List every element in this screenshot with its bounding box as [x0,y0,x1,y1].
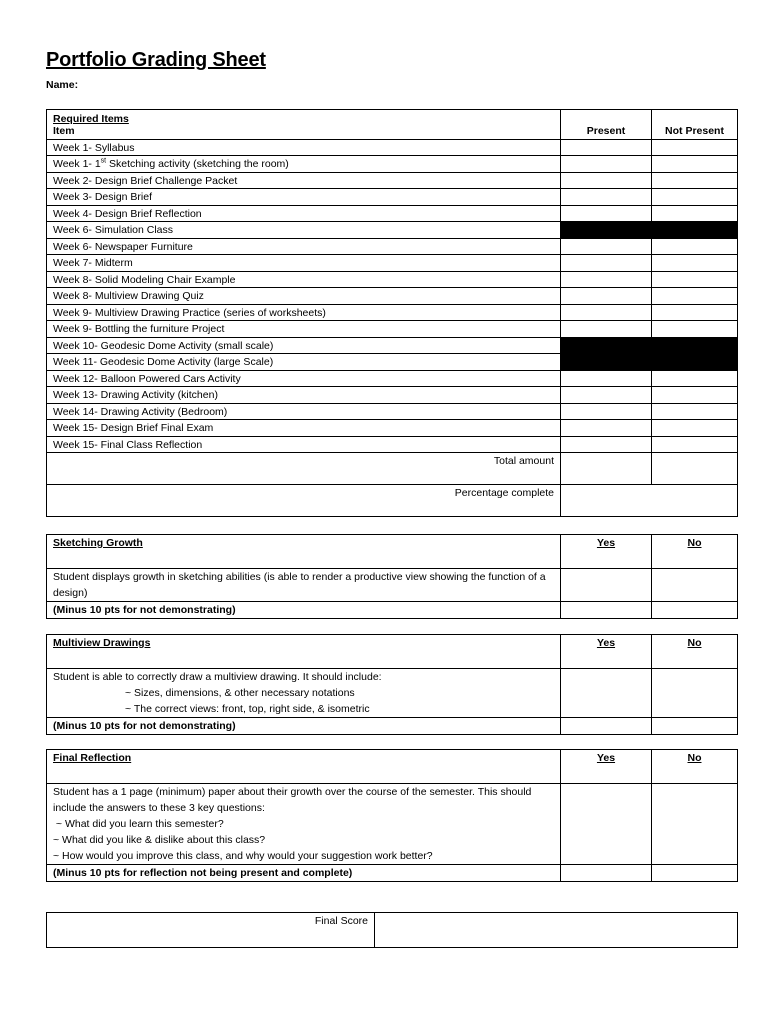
not-present-column-header: Not Present [652,110,738,140]
total-not-present-cell[interactable] [652,453,738,485]
table-row [47,156,738,173]
sketching-growth-heading: Sketching Growth [47,535,561,569]
not-present-cell[interactable] [652,140,738,156]
item-column-header: Item [53,125,75,137]
multiview-line-3: ~ The correct views: front, top, right side, & isometric [125,703,370,715]
present-cell[interactable] [561,404,652,420]
table-row [47,206,738,222]
table-row [47,189,738,206]
multiview-header-row [47,635,738,669]
item-label: Week 15- Final Class Reflection [47,437,561,453]
not-present-cell[interactable] [652,239,738,255]
item-label: Week 3- Design Brief [47,189,561,206]
item-label: Week 9- Multiview Drawing Practice (series of worksheets) [47,305,561,321]
not-present-cell[interactable] [652,321,738,338]
item-label [47,156,561,173]
not-present-cell[interactable] [652,173,738,189]
reflection-line-4: ~ How would you improve this class, and why would your suggestion work better? [53,850,433,862]
item-label: Week 7- Midterm [47,255,561,272]
present-cell[interactable] [561,239,652,255]
present-cell[interactable] [561,156,652,173]
table-row [47,354,738,371]
yes-cell[interactable] [561,602,652,619]
table-row [47,255,738,272]
table-row [47,222,738,239]
final-reflection-table [46,749,738,882]
item-label: Week 14- Drawing Activity (Bedroom) [47,404,561,420]
multiview-criteria-row [47,669,738,718]
yes-cell[interactable] [561,718,652,735]
item-label: Week 1- Syllabus [47,140,561,156]
table-row [47,272,738,288]
present-cell[interactable] [561,305,652,321]
table-row [47,239,738,255]
not-present-cell[interactable] [652,420,738,437]
shaded-cell [561,222,652,239]
item-label-suffix: Sketching activity (sketching the room) [106,158,289,170]
yes-column-header: Yes [561,750,652,784]
yes-cell[interactable] [561,865,652,882]
present-cell[interactable] [561,272,652,288]
percentage-complete-label: Percentage complete [47,485,561,517]
not-present-cell[interactable] [652,437,738,453]
multiview-description [47,669,561,718]
page-title: Portfolio Grading Sheet [46,49,266,71]
not-present-cell[interactable] [652,156,738,173]
required-items-table [46,109,738,517]
no-column-header: No [652,535,738,569]
item-label: Week 11- Geodesic Dome Activity (large Scale) [47,354,561,371]
total-row [47,453,738,485]
present-cell[interactable] [561,288,652,305]
table-row [47,288,738,305]
shaded-cell [652,354,738,371]
no-cell[interactable] [652,669,738,718]
reflection-line-3: ~ What did you like & dislike about this class? [53,834,266,846]
multiview-penalty: (Minus 10 pts for not demonstrating) [47,718,561,735]
not-present-cell[interactable] [652,206,738,222]
no-column-header: No [652,750,738,784]
reflection-description [47,784,561,865]
present-column-header: Present [561,110,652,140]
item-label-prefix: Week 1- 1 [53,158,101,170]
item-label: Week 13- Drawing Activity (kitchen) [47,387,561,404]
shaded-cell [652,222,738,239]
present-cell[interactable] [561,437,652,453]
reflection-penalty-row [47,865,738,882]
table-row [47,387,738,404]
shaded-cell [561,338,652,354]
table-row [47,338,738,354]
yes-column-header: Yes [561,535,652,569]
table-row [47,321,738,338]
no-cell[interactable] [652,784,738,865]
item-label: Week 6- Simulation Class [47,222,561,239]
multiview-drawings-table [46,634,738,735]
item-label: Week 8- Multiview Drawing Quiz [47,288,561,305]
present-cell[interactable] [561,189,652,206]
not-present-cell[interactable] [652,255,738,272]
reflection-line-1: Student has a 1 page (minimum) paper about their growth over the course of the semester. This should include the answers to these 3 key questions: [53,786,532,814]
yes-cell[interactable] [561,569,652,602]
multiview-drawings-heading: Multiview Drawings [47,635,561,669]
item-label-superscript: st [100,157,107,165]
reflection-criteria-row [47,784,738,865]
item-label: Week 10- Geodesic Dome Activity (small scale) [47,338,561,354]
present-cell[interactable] [561,420,652,437]
item-label: Week 2- Design Brief Challenge Packet [47,173,561,189]
present-cell[interactable] [561,255,652,272]
yes-cell[interactable] [561,669,652,718]
shaded-cell [561,354,652,371]
item-label: Week 8- Solid Modeling Chair Example [47,272,561,288]
not-present-cell[interactable] [652,272,738,288]
no-cell[interactable] [652,569,738,602]
no-cell[interactable] [652,602,738,619]
final-score-value[interactable] [375,913,738,948]
table-row [47,173,738,189]
not-present-cell[interactable] [652,371,738,387]
present-cell[interactable] [561,140,652,156]
total-amount-label: Total amount [47,453,561,485]
not-present-cell[interactable] [652,404,738,420]
item-label: Week 12- Balloon Powered Cars Activity [47,371,561,387]
present-cell[interactable] [561,371,652,387]
reflection-line-2: ~ What did you learn this semester? [53,818,224,830]
sketching-description: Student displays growth in sketching abilities (is able to render a productive view showing the function of a design) [47,569,561,602]
final-score-row [47,913,738,948]
multiview-penalty-row [47,718,738,735]
required-header-cell [47,110,561,140]
sketching-penalty: (Minus 10 pts for not demonstrating) [47,602,561,619]
item-label: Week 9- Bottling the furniture Project [47,321,561,338]
percentage-row [47,485,738,517]
required-header-row [47,110,738,140]
not-present-cell[interactable] [652,189,738,206]
present-cell[interactable] [561,321,652,338]
yes-cell[interactable] [561,784,652,865]
not-present-cell[interactable] [652,288,738,305]
no-cell[interactable] [652,865,738,882]
present-cell[interactable] [561,206,652,222]
item-label: Week 6- Newspaper Furniture [47,239,561,255]
reflection-header-row [47,750,738,784]
sketching-growth-table [46,534,738,619]
item-label: Week 4- Design Brief Reflection [47,206,561,222]
not-present-cell[interactable] [652,387,738,404]
required-items-heading: Required Items [53,113,129,125]
percentage-value-cell[interactable] [561,485,738,517]
shaded-cell [652,338,738,354]
table-row [47,404,738,420]
table-row [47,140,738,156]
multiview-line-1: Student is able to correctly draw a multiview drawing. It should include: [53,671,382,683]
name-label: Name: [46,79,79,91]
sketching-header-row [47,535,738,569]
not-present-cell[interactable] [652,305,738,321]
present-cell[interactable] [561,387,652,404]
total-present-cell[interactable] [561,453,652,485]
table-row [47,420,738,437]
no-column-header: No [652,635,738,669]
table-row [47,371,738,387]
reflection-penalty: (Minus 10 pts for reflection not being present and complete) [47,865,561,882]
yes-column-header: Yes [561,635,652,669]
sketching-criteria-row [47,569,738,602]
sketching-penalty-row [47,602,738,619]
item-label: Week 15- Design Brief Final Exam [47,420,561,437]
no-cell[interactable] [652,718,738,735]
final-score-table [46,912,738,948]
table-row [47,437,738,453]
present-cell[interactable] [561,173,652,189]
table-row [47,305,738,321]
multiview-line-2: ~ Sizes, dimensions, & other necessary notations [125,687,355,699]
final-reflection-heading: Final Reflection [47,750,561,784]
final-score-label: Final Score [47,913,375,948]
